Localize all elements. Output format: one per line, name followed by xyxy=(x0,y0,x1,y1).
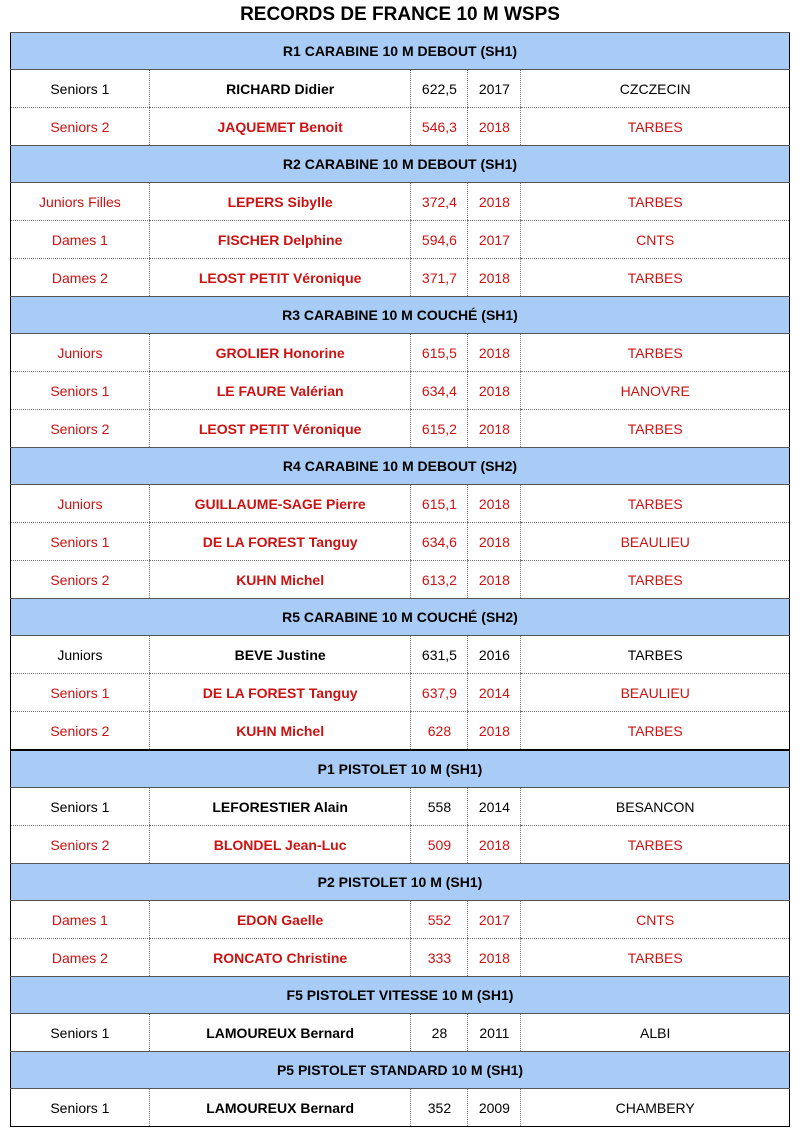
record-category: Seniors 1 xyxy=(11,788,150,826)
record-athlete-name: BLONDEL Jean-Luc xyxy=(149,826,411,864)
record-score: 28 xyxy=(411,1014,468,1052)
record-category: Juniors xyxy=(11,636,150,674)
record-category: Dames 1 xyxy=(11,901,150,939)
record-place: TARBES xyxy=(521,636,790,674)
record-score: 594,6 xyxy=(411,221,468,259)
record-category: Seniors 1 xyxy=(11,523,150,561)
record-year: 2018 xyxy=(468,561,521,599)
record-score: 637,9 xyxy=(411,674,468,712)
record-place: TARBES xyxy=(521,108,790,146)
record-row xyxy=(11,826,790,864)
section-title: R4 CARABINE 10 M DEBOUT (SH2) xyxy=(11,448,790,485)
record-category: Juniors xyxy=(11,334,150,372)
record-place: TARBES xyxy=(521,259,790,297)
record-category: Juniors xyxy=(11,485,150,523)
record-row xyxy=(11,939,790,977)
section-title: P5 PISTOLET STANDARD 10 M (SH1) xyxy=(11,1052,790,1089)
section-title: R2 CARABINE 10 M DEBOUT (SH1) xyxy=(11,146,790,183)
record-score: 333 xyxy=(411,939,468,977)
section-header xyxy=(11,448,790,485)
record-place: CNTS xyxy=(521,221,790,259)
record-score: 615,2 xyxy=(411,410,468,448)
record-category: Seniors 2 xyxy=(11,410,150,448)
record-row xyxy=(11,259,790,297)
section-title: P2 PISTOLET 10 M (SH1) xyxy=(11,864,790,901)
record-year: 2017 xyxy=(468,221,521,259)
record-score: 615,1 xyxy=(411,485,468,523)
record-athlete-name: DE LA FOREST Tanguy xyxy=(149,523,411,561)
record-row xyxy=(11,561,790,599)
section-header xyxy=(11,297,790,334)
record-place: BESANCON xyxy=(521,788,790,826)
record-score: 372,4 xyxy=(411,183,468,221)
record-score: 546,3 xyxy=(411,108,468,146)
record-category: Seniors 2 xyxy=(11,561,150,599)
record-athlete-name: BEVE Justine xyxy=(149,636,411,674)
record-athlete-name: JAQUEMET Benoit xyxy=(149,108,411,146)
record-year: 2018 xyxy=(468,334,521,372)
record-year: 2018 xyxy=(468,826,521,864)
record-place: TARBES xyxy=(521,939,790,977)
record-row xyxy=(11,636,790,674)
record-score: 552 xyxy=(411,901,468,939)
record-row xyxy=(11,334,790,372)
record-category: Seniors 1 xyxy=(11,372,150,410)
record-year: 2018 xyxy=(468,939,521,977)
record-athlete-name: LEFORESTIER Alain xyxy=(149,788,411,826)
record-score: 634,6 xyxy=(411,523,468,561)
record-score: 631,5 xyxy=(411,636,468,674)
record-athlete-name: EDON Gaelle xyxy=(149,901,411,939)
record-year: 2014 xyxy=(468,674,521,712)
page-title: RECORDS DE FRANCE 10 M WSPS xyxy=(240,4,560,25)
record-row xyxy=(11,485,790,523)
record-year: 2018 xyxy=(468,410,521,448)
record-athlete-name: GROLIER Honorine xyxy=(149,334,411,372)
record-score: 613,2 xyxy=(411,561,468,599)
records-table xyxy=(10,32,790,1127)
record-row xyxy=(11,1089,790,1127)
section-title: R1 CARABINE 10 M DEBOUT (SH1) xyxy=(11,33,790,70)
record-category: Dames 2 xyxy=(11,259,150,297)
records-body xyxy=(11,33,790,1127)
record-row xyxy=(11,1014,790,1052)
record-row xyxy=(11,674,790,712)
record-category: Seniors 1 xyxy=(11,1089,150,1127)
record-score: 622,5 xyxy=(411,70,468,108)
record-score: 352 xyxy=(411,1089,468,1127)
record-place: ALBI xyxy=(521,1014,790,1052)
record-athlete-name: FISCHER Delphine xyxy=(149,221,411,259)
record-year: 2017 xyxy=(468,901,521,939)
record-row xyxy=(11,108,790,146)
record-category: Juniors Filles xyxy=(11,183,150,221)
record-place: TARBES xyxy=(521,561,790,599)
section-title: P1 PISTOLET 10 M (SH1) xyxy=(11,750,790,788)
record-category: Seniors 1 xyxy=(11,674,150,712)
record-category: Dames 1 xyxy=(11,221,150,259)
record-score: 628 xyxy=(411,712,468,751)
record-year: 2018 xyxy=(468,485,521,523)
record-place: BEAULIEU xyxy=(521,523,790,561)
record-row xyxy=(11,183,790,221)
record-category: Seniors 2 xyxy=(11,712,150,751)
record-row xyxy=(11,410,790,448)
record-athlete-name: LAMOUREUX Bernard xyxy=(149,1089,411,1127)
record-category: Seniors 2 xyxy=(11,826,150,864)
record-row xyxy=(11,372,790,410)
record-place: CZCZECIN xyxy=(521,70,790,108)
section-header xyxy=(11,599,790,636)
record-place: BEAULIEU xyxy=(521,674,790,712)
record-year: 2018 xyxy=(468,259,521,297)
record-category: Seniors 1 xyxy=(11,1014,150,1052)
record-row xyxy=(11,788,790,826)
record-year: 2018 xyxy=(468,183,521,221)
record-athlete-name: RICHARD Didier xyxy=(149,70,411,108)
record-row xyxy=(11,712,790,751)
record-athlete-name: LEOST PETIT Véronique xyxy=(149,259,411,297)
record-athlete-name: DE LA FOREST Tanguy xyxy=(149,674,411,712)
record-athlete-name: GUILLAUME-SAGE Pierre xyxy=(149,485,411,523)
section-title: R3 CARABINE 10 M COUCHÉ (SH1) xyxy=(11,297,790,334)
record-score: 509 xyxy=(411,826,468,864)
record-row xyxy=(11,901,790,939)
record-place: TARBES xyxy=(521,410,790,448)
record-place: TARBES xyxy=(521,485,790,523)
record-athlete-name: LEOST PETIT Véronique xyxy=(149,410,411,448)
record-year: 2009 xyxy=(468,1089,521,1127)
record-year: 2017 xyxy=(468,70,521,108)
record-score: 558 xyxy=(411,788,468,826)
record-athlete-name: KUHN Michel xyxy=(149,712,411,751)
section-title: R5 CARABINE 10 M COUCHÉ (SH2) xyxy=(11,599,790,636)
record-athlete-name: LEPERS Sibylle xyxy=(149,183,411,221)
record-year: 2018 xyxy=(468,108,521,146)
record-place: CHAMBERY xyxy=(521,1089,790,1127)
record-row xyxy=(11,523,790,561)
record-year: 2016 xyxy=(468,636,521,674)
record-year: 2018 xyxy=(468,372,521,410)
record-athlete-name: RONCATO Christine xyxy=(149,939,411,977)
record-place: TARBES xyxy=(521,183,790,221)
record-year: 2014 xyxy=(468,788,521,826)
section-header xyxy=(11,977,790,1014)
record-row xyxy=(11,221,790,259)
record-athlete-name: LAMOUREUX Bernard xyxy=(149,1014,411,1052)
record-category: Seniors 2 xyxy=(11,108,150,146)
record-place: TARBES xyxy=(521,712,790,751)
record-place: TARBES xyxy=(521,334,790,372)
record-row xyxy=(11,70,790,108)
record-place: HANOVRE xyxy=(521,372,790,410)
record-category: Dames 2 xyxy=(11,939,150,977)
record-athlete-name: KUHN Michel xyxy=(149,561,411,599)
section-header xyxy=(11,33,790,70)
section-title: F5 PISTOLET VITESSE 10 M (SH1) xyxy=(11,977,790,1014)
record-year: 2011 xyxy=(468,1014,521,1052)
record-score: 371,7 xyxy=(411,259,468,297)
record-place: TARBES xyxy=(521,826,790,864)
record-category: Seniors 1 xyxy=(11,70,150,108)
record-year: 2018 xyxy=(468,712,521,751)
record-score: 615,5 xyxy=(411,334,468,372)
section-header xyxy=(11,864,790,901)
record-athlete-name: LE FAURE Valérian xyxy=(149,372,411,410)
section-header xyxy=(11,1052,790,1089)
record-year: 2018 xyxy=(468,523,521,561)
record-score: 634,4 xyxy=(411,372,468,410)
record-place: CNTS xyxy=(521,901,790,939)
section-header xyxy=(11,750,790,788)
section-header xyxy=(11,146,790,183)
